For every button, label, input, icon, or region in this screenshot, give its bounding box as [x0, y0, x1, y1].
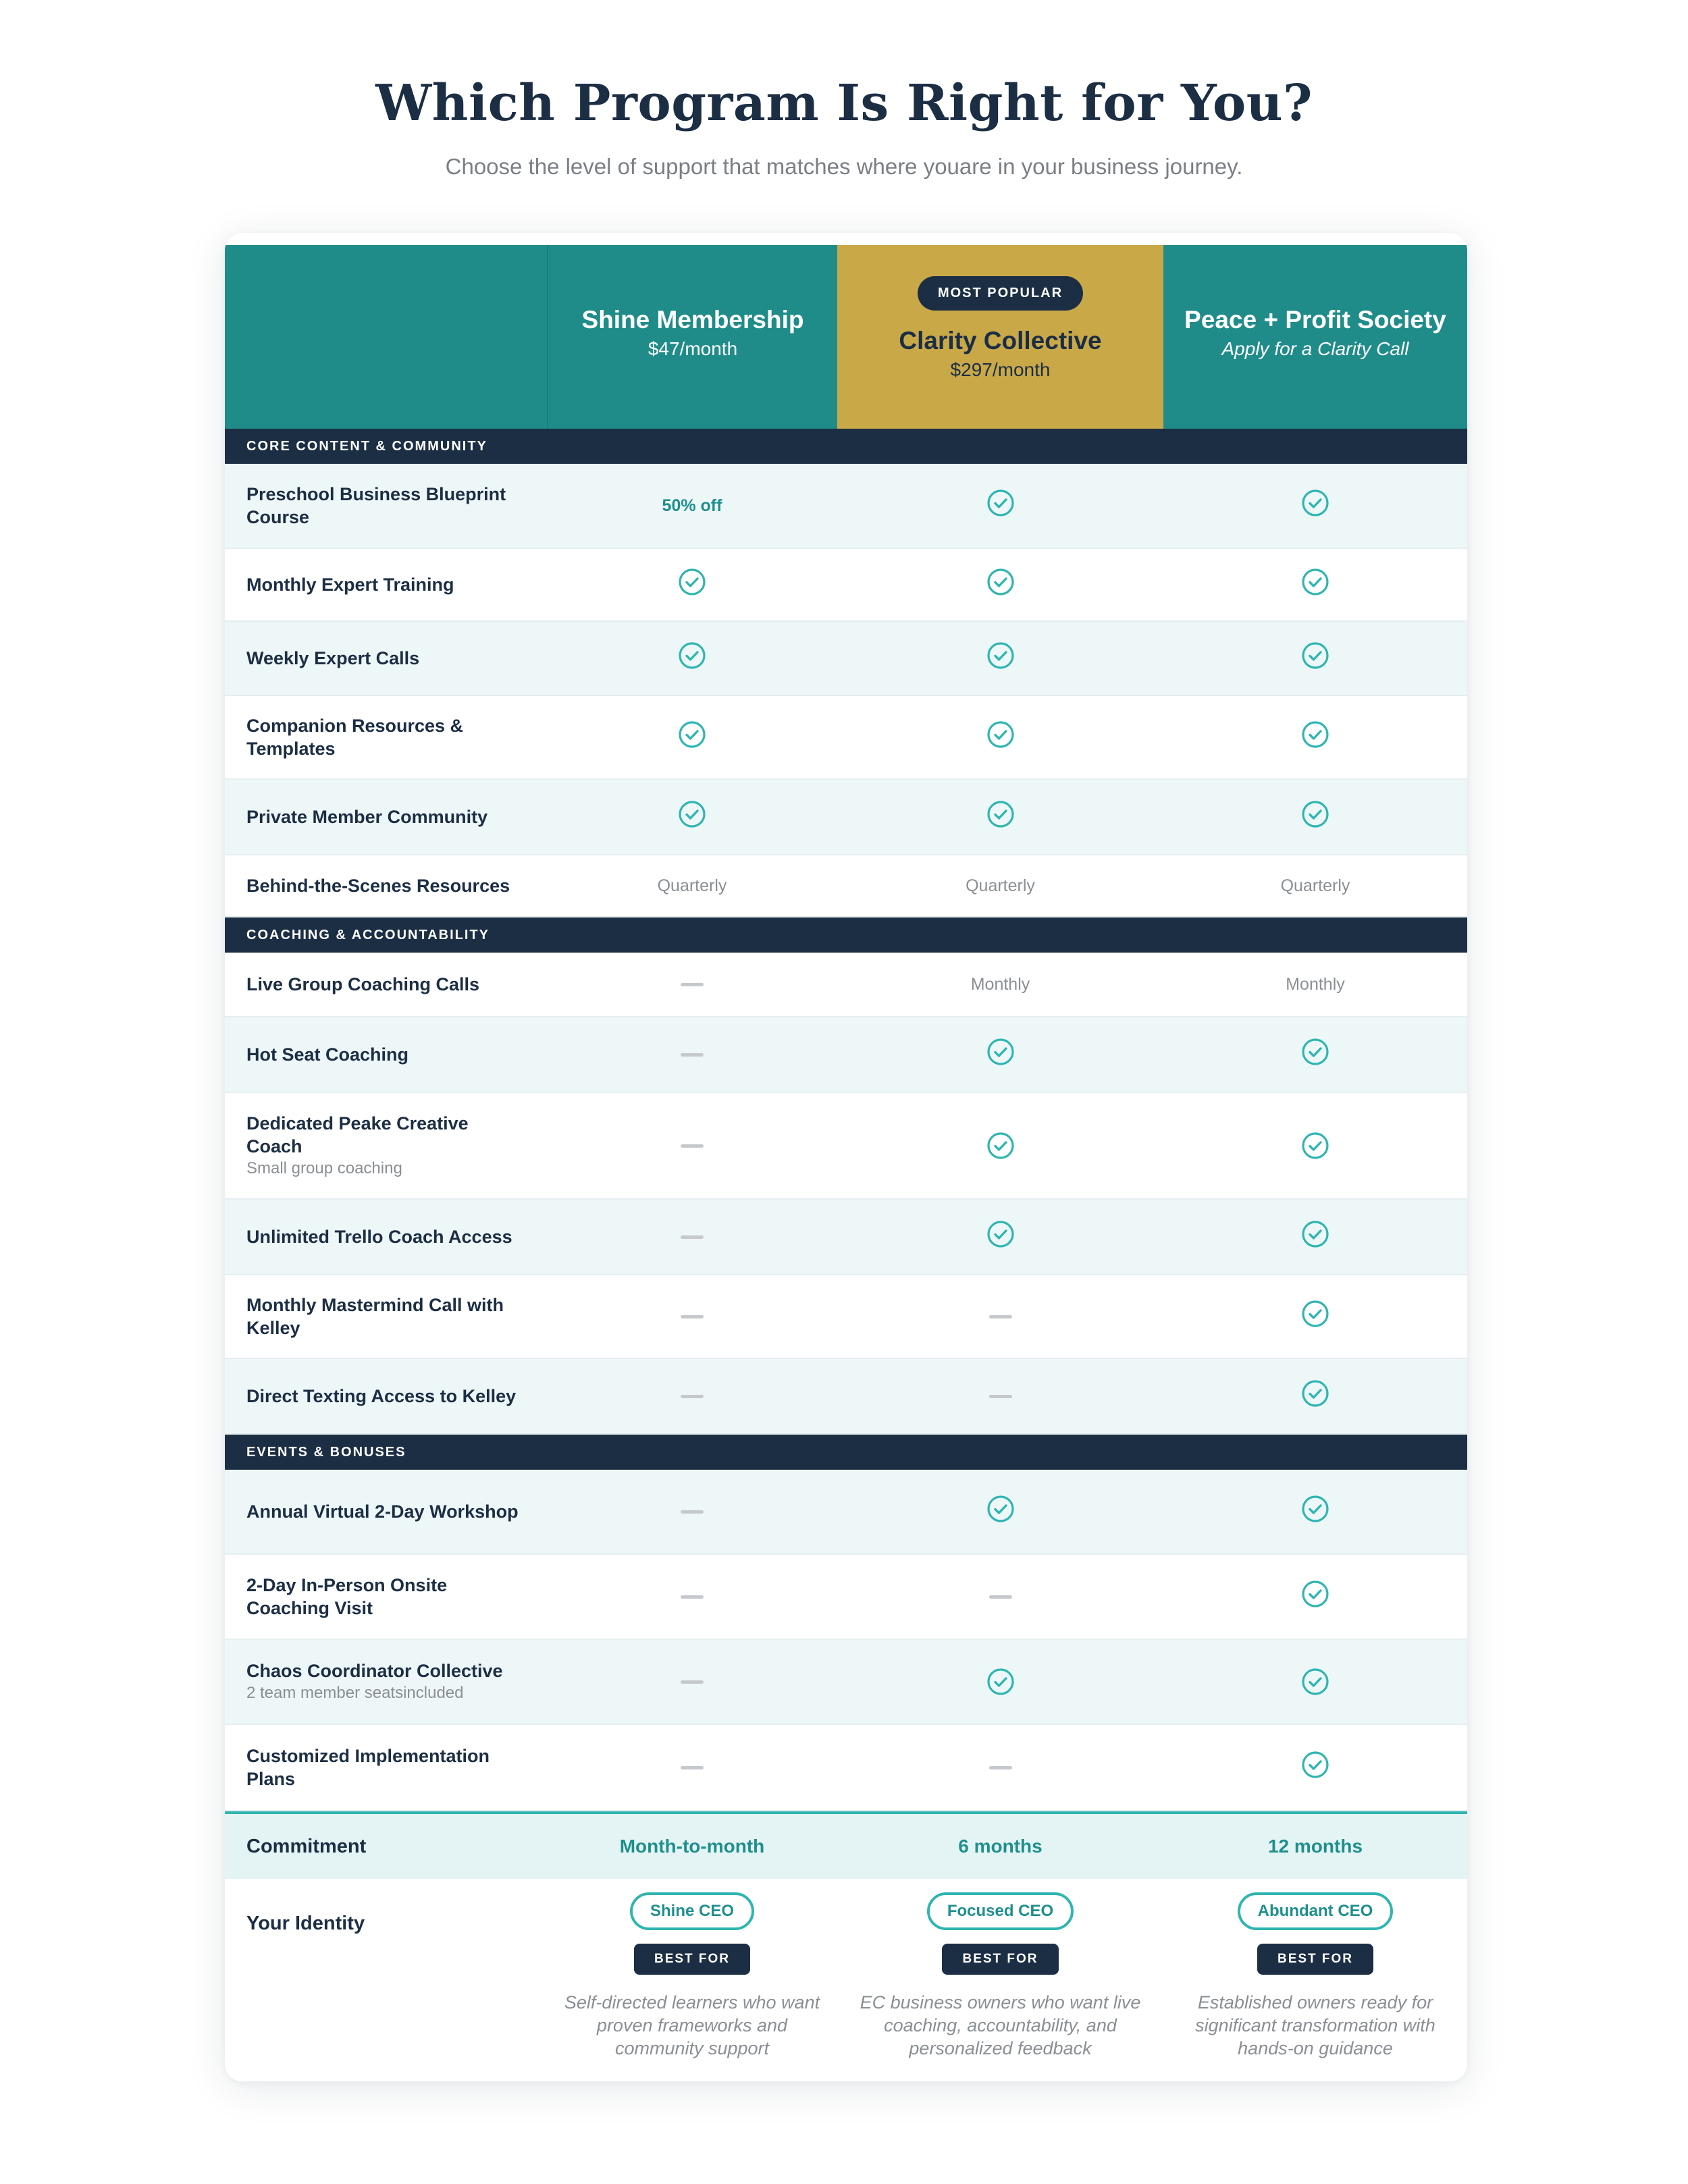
plan-value-cell	[837, 1495, 1163, 1528]
plan-header-clarity	[837, 245, 1163, 429]
check-circle-icon	[678, 720, 706, 749]
check-circle-icon	[1301, 568, 1329, 596]
dash-icon	[681, 1595, 704, 1599]
dash-icon	[681, 1144, 704, 1148]
check-circle-icon	[1301, 1300, 1329, 1328]
check-circle-icon	[678, 568, 706, 596]
plan-value-cell	[837, 1395, 1163, 1398]
plan-value-cell	[1163, 1131, 1467, 1160]
best-for-description: EC business owners who want live coaching, accountability, and personalized feedback	[860, 1992, 1141, 2058]
commitment-value-cell	[547, 1836, 837, 1857]
plan-header-shine	[547, 245, 837, 429]
feature-label-cell	[225, 573, 547, 596]
check-circle-icon	[986, 1220, 1015, 1248]
feature-row	[225, 464, 1467, 549]
feature-name: Weekly Expert Calls	[246, 648, 420, 668]
plan-value-cell	[837, 1131, 1163, 1160]
feature-label-cell	[225, 1112, 547, 1179]
plan-value-cell	[837, 1038, 1163, 1071]
check-circle-icon	[678, 641, 706, 670]
plan-value-cell	[837, 720, 1163, 754]
feature-row	[225, 622, 1467, 696]
header-blank-cell	[225, 245, 547, 429]
plan-value-cell	[1163, 1300, 1467, 1333]
section-header: COACHING & ACCOUNTABILITY	[225, 917, 1467, 953]
plan-name: Clarity Collective	[899, 327, 1102, 354]
plan-value-cell	[1163, 1668, 1467, 1696]
feature-label-cell	[225, 973, 547, 996]
plan-value-cell	[837, 1668, 1163, 1696]
identity-row	[225, 1879, 1467, 2060]
commitment-row	[225, 1811, 1467, 1879]
feature-name: Live Group Coaching Calls	[246, 974, 480, 994]
identity-cell	[1163, 1892, 1467, 2060]
plan-value-cell	[547, 1235, 837, 1239]
check-circle-icon	[1301, 1038, 1329, 1066]
feature-row	[225, 696, 1467, 780]
dash-icon	[681, 1315, 704, 1319]
dash-icon	[989, 1595, 1012, 1599]
feature-label-cell	[225, 1574, 547, 1620]
best-for-badge: BEST FOR	[634, 1944, 750, 1975]
dash-icon	[681, 1395, 704, 1398]
feature-name: Dedicated Peake Creative Coach	[246, 1113, 469, 1156]
most-popular-badge: MOST POPULAR	[918, 276, 1083, 311]
best-for-badge: BEST FOR	[1257, 1944, 1373, 1975]
plan-value-cell	[547, 876, 837, 896]
commitment-value-cell	[837, 1836, 1163, 1857]
feature-label-cell	[225, 1744, 547, 1790]
commitment-value: 6 months	[958, 1836, 1043, 1857]
feature-label-cell	[225, 714, 547, 760]
feature-label-cell	[225, 805, 547, 828]
plan-value-cell	[1163, 800, 1467, 834]
check-circle-icon	[1301, 720, 1329, 749]
feature-name: Monthly Expert Training	[246, 575, 454, 595]
feature-name: Unlimited Trello Coach Access	[246, 1227, 512, 1247]
plan-value-cell	[547, 1053, 837, 1057]
plan-value-cell	[837, 489, 1163, 523]
plan-value-cell	[837, 1315, 1163, 1319]
section-header: EVENTS & BONUSES	[225, 1435, 1467, 1470]
plan-value-cell	[1163, 1580, 1467, 1614]
feature-row	[225, 549, 1467, 622]
feature-row	[225, 1359, 1467, 1435]
feature-name: Hot Seat Coaching	[246, 1044, 409, 1065]
value-text: Monthly	[970, 974, 1030, 994]
plan-value-cell	[837, 1766, 1163, 1769]
identity-label-cell	[225, 1892, 547, 1935]
check-circle-icon	[986, 1495, 1015, 1523]
value-text: Quarterly	[966, 876, 1035, 895]
feature-label-cell	[225, 1225, 547, 1248]
feature-row	[225, 1640, 1467, 1725]
feature-name: Companion Resources & Templates	[246, 716, 464, 759]
plan-value-cell	[547, 1144, 837, 1148]
plan-value-cell	[837, 876, 1163, 896]
feature-row	[225, 1470, 1467, 1555]
plan-value-cell	[547, 1315, 837, 1319]
plan-value-cell	[837, 800, 1163, 834]
check-circle-icon	[986, 800, 1015, 828]
check-circle-icon	[1301, 489, 1329, 517]
dash-icon	[681, 1766, 704, 1769]
feature-label-cell	[225, 1043, 547, 1066]
dash-icon	[989, 1315, 1012, 1319]
dash-icon	[681, 983, 704, 986]
dash-icon	[681, 1510, 704, 1514]
value-text: Quarterly	[657, 876, 727, 895]
commitment-value: 12 months	[1267, 1836, 1363, 1857]
feature-note: 2 team member seatsincluded	[246, 1684, 464, 1702]
plan-name: Peace + Profit Society	[1184, 306, 1446, 334]
plan-value-cell	[547, 983, 837, 986]
feature-name: Behind-the-Scenes Resources	[246, 876, 510, 896]
identity-cell	[547, 1892, 837, 2060]
plan-value-cell	[547, 1395, 837, 1398]
check-circle-icon	[1301, 1379, 1329, 1408]
plan-value-cell	[837, 568, 1163, 602]
feature-row	[225, 780, 1467, 855]
feature-name: 2-Day In-Person Onsite Coaching Visit	[246, 1575, 448, 1618]
feature-label-cell	[225, 483, 547, 529]
dash-icon	[681, 1680, 704, 1684]
plan-value-cell	[1163, 1379, 1467, 1413]
plan-subtitle: Apply for a Clarity Call	[1221, 338, 1409, 359]
check-circle-icon	[986, 641, 1015, 670]
feature-row	[225, 1555, 1467, 1640]
feature-name: Annual Virtual 2-Day Workshop	[246, 1501, 519, 1522]
commitment-value-cell	[1163, 1836, 1467, 1857]
feature-row	[225, 1017, 1467, 1093]
feature-name: Chaos Coordinator Collective	[246, 1661, 503, 1681]
check-circle-icon	[1301, 1220, 1329, 1248]
dash-icon	[681, 1053, 704, 1057]
feature-label-cell	[225, 874, 547, 897]
feature-row	[225, 1093, 1467, 1200]
plan-value-cell	[837, 641, 1163, 675]
plan-value-cell	[547, 1680, 837, 1684]
plan-value-cell	[547, 1766, 837, 1769]
identity-pill: Shine CEO	[630, 1892, 754, 1930]
plan-value-cell	[547, 1510, 837, 1514]
best-for-badge: BEST FOR	[942, 1944, 1058, 1975]
plan-value-cell	[1163, 975, 1467, 994]
page-subtitle: Choose the level of support that matches where youare in your business journey.	[445, 154, 1243, 179]
plan-value-cell	[1163, 876, 1467, 896]
check-circle-icon	[1301, 1580, 1329, 1608]
feature-note: Small group coaching	[246, 1159, 402, 1177]
dash-icon	[681, 1235, 704, 1239]
plan-value-cell	[1163, 1751, 1467, 1784]
plan-value-cell	[547, 641, 837, 675]
value-text: 50% off	[662, 496, 722, 515]
page-title: Which Program Is Right for You?	[375, 74, 1313, 132]
best-for-description: Self-directed learners who want proven frameworks and community support	[564, 1992, 820, 2058]
check-circle-icon	[986, 1038, 1015, 1066]
plan-name: Shine Membership	[581, 306, 804, 334]
plan-value-cell	[837, 1595, 1163, 1599]
plan-value-cell	[1163, 489, 1467, 523]
check-circle-icon	[1301, 1751, 1329, 1779]
check-circle-icon	[1301, 800, 1329, 828]
commitment-value: Month-to-month	[619, 1836, 765, 1857]
identity-pill: Abundant CEO	[1238, 1892, 1394, 1930]
feature-row	[225, 855, 1467, 917]
identity-cell	[837, 1892, 1163, 2060]
plan-value-cell	[547, 1595, 837, 1599]
check-circle-icon	[986, 568, 1015, 596]
check-circle-icon	[986, 720, 1015, 749]
feature-name: Preschool Business Blueprint Course	[246, 484, 506, 527]
plan-value-cell	[547, 568, 837, 602]
feature-label-cell	[225, 1385, 547, 1408]
feature-row	[225, 953, 1467, 1017]
feature-name: Direct Texting Access to Kelley	[246, 1386, 517, 1406]
feature-rows	[225, 429, 1467, 2060]
plan-value-cell	[547, 720, 837, 754]
plan-value-cell	[1163, 1220, 1467, 1254]
plan-value-cell	[1163, 641, 1467, 675]
plan-value-cell	[837, 1220, 1163, 1254]
check-circle-icon	[986, 1131, 1015, 1160]
check-circle-icon	[1301, 641, 1329, 670]
check-circle-icon	[1301, 1131, 1329, 1160]
plan-price: $47/month	[648, 338, 738, 359]
feature-label-cell	[225, 1659, 547, 1704]
plan-value-cell	[1163, 1495, 1467, 1528]
value-text: Monthly	[1286, 974, 1345, 994]
check-circle-icon	[986, 489, 1015, 517]
feature-label-cell	[225, 1294, 547, 1339]
check-circle-icon	[986, 1668, 1015, 1696]
comparison-table	[225, 233, 1467, 2081]
commitment-label: Commitment	[246, 1835, 367, 1857]
plan-value-cell	[1163, 568, 1467, 602]
feature-name: Monthly Mastermind Call with Kelley	[246, 1295, 504, 1338]
section-header: CORE CONTENT & COMMUNITY	[225, 429, 1467, 464]
plan-value-cell	[547, 800, 837, 834]
value-text: Quarterly	[1280, 876, 1350, 895]
feature-name: Customized Implementation Plans	[246, 1746, 490, 1789]
identity-label: Your Identity	[246, 1913, 365, 1934]
feature-label-cell	[225, 647, 547, 670]
feature-row	[225, 1200, 1467, 1275]
plan-header-peace	[1163, 245, 1467, 429]
feature-label-cell	[225, 1500, 547, 1523]
check-circle-icon	[678, 800, 706, 828]
feature-row	[225, 1275, 1467, 1359]
plan-value-cell	[1163, 1038, 1467, 1071]
check-circle-icon	[1301, 1668, 1329, 1696]
feature-row	[225, 1725, 1467, 1811]
check-circle-icon	[1301, 1495, 1329, 1523]
feature-name: Private Member Community	[246, 807, 488, 827]
dash-icon	[989, 1766, 1012, 1769]
commitment-label-cell	[225, 1836, 547, 1858]
identity-pill: Focused CEO	[927, 1892, 1074, 1930]
plan-value-cell	[1163, 720, 1467, 754]
plan-value-cell	[837, 975, 1163, 994]
plan-price: $297/month	[950, 359, 1051, 380]
best-for-description: Established owners ready for significant transformation with hands-on guidance	[1195, 1992, 1435, 2058]
dash-icon	[989, 1395, 1012, 1398]
plan-value-cell	[547, 496, 837, 516]
